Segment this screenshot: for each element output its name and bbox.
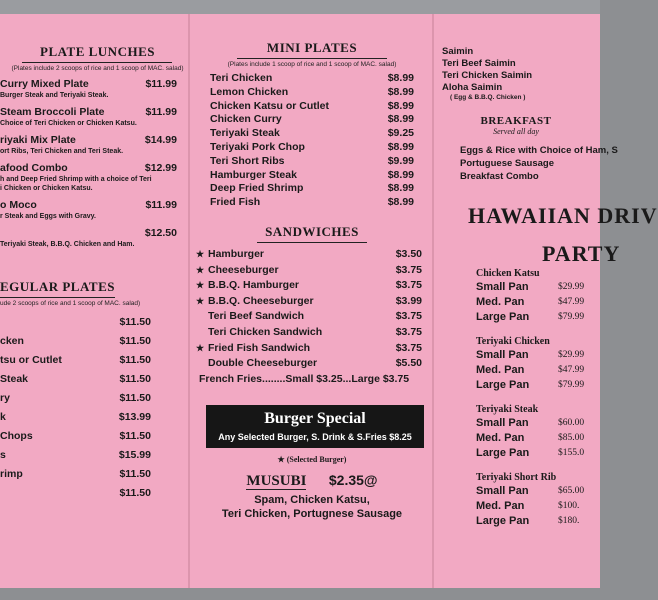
pan-size: Med. Pan bbox=[476, 432, 525, 444]
item-price: $11.99 bbox=[145, 199, 177, 211]
mini-plates-list bbox=[196, 72, 428, 210]
list-item bbox=[0, 227, 177, 240]
item-price: $8.99 bbox=[387, 113, 414, 126]
item-name: Fried Fish Sandwich bbox=[208, 341, 311, 354]
item-name: s bbox=[0, 449, 6, 461]
item-price: $11.50 bbox=[119, 316, 151, 328]
item-name: tsu or Cutlet bbox=[0, 354, 62, 366]
item-name: Teri Short Ribs bbox=[210, 154, 285, 167]
musubi-line2: Teri Chicken, Portugnese Sausage bbox=[221, 507, 403, 520]
list-item bbox=[210, 86, 414, 100]
menu-sheet bbox=[0, 14, 658, 588]
party-size-row bbox=[476, 514, 600, 529]
item-price: $11.50 bbox=[119, 430, 151, 442]
party-size-row bbox=[476, 310, 600, 325]
list-item bbox=[196, 247, 422, 263]
party-size-row bbox=[476, 378, 600, 393]
pan-price: $180. bbox=[558, 516, 580, 526]
party-size-row bbox=[476, 363, 600, 378]
regular-plates-note: ude 2 scoops of rice and 1 scoop of MAC. salad) bbox=[0, 300, 141, 307]
list-item bbox=[196, 341, 422, 357]
list-item bbox=[0, 370, 151, 389]
pan-price: $29.99 bbox=[558, 282, 585, 292]
item-name-wrap bbox=[196, 247, 264, 263]
star-icon: ★ bbox=[196, 342, 205, 353]
list-item bbox=[0, 162, 177, 175]
burger-special-desc: Any Selected Burger, S. Drink & S.Fries $8.25 bbox=[218, 431, 412, 442]
saimin-note: ( Egg & B.B.Q. Chicken ) bbox=[450, 94, 526, 101]
item-name-wrap bbox=[196, 294, 314, 310]
item-name: o Moco bbox=[0, 199, 37, 211]
item-name-wrap bbox=[196, 356, 317, 372]
breakfast-subtitle: Served all day bbox=[493, 127, 539, 136]
mini-plates-note: (Plates include 1 scoop of rice and 1 scoop of MAC. salad) bbox=[227, 61, 397, 68]
item-name: Cheeseburger bbox=[208, 263, 279, 276]
list-item bbox=[0, 332, 151, 351]
musubi-title: MUSUBI bbox=[246, 472, 307, 489]
item-price: $11.50 bbox=[119, 354, 151, 366]
burger-special-box bbox=[206, 405, 424, 448]
item-name: cken bbox=[0, 335, 24, 347]
pan-size: Large Pan bbox=[476, 515, 530, 527]
item-name: k bbox=[0, 411, 6, 423]
pan-size: Med. Pan bbox=[476, 364, 525, 376]
item-price: $3.99 bbox=[395, 294, 422, 307]
item-description: r Steak and Eggs with Gravy. bbox=[0, 213, 96, 220]
list-item bbox=[0, 351, 151, 370]
item-name: Hamburger Steak bbox=[210, 168, 297, 181]
list-item bbox=[210, 100, 414, 114]
item-price: $3.75 bbox=[395, 325, 422, 338]
pan-price: $29.99 bbox=[558, 350, 585, 360]
item-price: $3.75 bbox=[395, 341, 422, 354]
fold-line-left bbox=[188, 14, 190, 588]
divider bbox=[257, 242, 367, 243]
item-name: Chicken Katsu or Cutlet bbox=[210, 99, 330, 112]
item-price: $15.99 bbox=[118, 449, 151, 461]
breakfast-item: Eggs & Rice with Choice of Ham, S bbox=[460, 145, 618, 156]
item-price: $3.75 bbox=[395, 263, 422, 276]
party-title: PARTY bbox=[542, 241, 621, 266]
list-item bbox=[196, 263, 422, 279]
party-size-row bbox=[476, 280, 600, 295]
item-name: Curry Mixed Plate bbox=[0, 78, 89, 90]
party-size-row bbox=[476, 431, 600, 446]
list-item bbox=[210, 113, 414, 127]
divider bbox=[22, 62, 172, 63]
item-price: $11.50 bbox=[119, 335, 151, 347]
regular-plates-list bbox=[0, 313, 185, 503]
breakfast-list bbox=[460, 144, 618, 183]
pan-price: $79.99 bbox=[558, 312, 585, 322]
list-item bbox=[210, 155, 414, 169]
pan-size: Large Pan bbox=[476, 311, 530, 323]
list-item bbox=[196, 325, 422, 341]
item-name: Teri Beef Sandwich bbox=[208, 310, 305, 323]
star-icon: ★ bbox=[196, 248, 205, 259]
list-item bbox=[0, 313, 151, 332]
item-name-wrap bbox=[196, 278, 299, 294]
party-size-row bbox=[476, 295, 600, 310]
item-name-wrap bbox=[196, 309, 304, 325]
item-name: Fried Fish bbox=[210, 196, 261, 209]
list-item bbox=[210, 127, 414, 141]
pan-size: Small Pan bbox=[476, 349, 529, 361]
burger-special-title: Burger Special bbox=[264, 409, 366, 427]
item-price: $11.50 bbox=[119, 392, 151, 404]
pan-size: Med. Pan bbox=[476, 500, 525, 512]
breakfast-title: BREAKFAST bbox=[480, 115, 552, 127]
list-item bbox=[210, 169, 414, 183]
item-price: $8.99 bbox=[387, 168, 414, 181]
item-name: Teriyaki Steak bbox=[210, 127, 280, 140]
item-name: Steam Broccoli Plate bbox=[0, 106, 105, 118]
list-item bbox=[0, 408, 151, 427]
party-group-title: Teriyaki Chicken bbox=[476, 336, 550, 347]
party-group bbox=[476, 403, 600, 461]
item-name-wrap bbox=[196, 263, 279, 279]
party-group bbox=[476, 267, 600, 325]
party-size-row bbox=[476, 348, 600, 363]
list-item bbox=[210, 141, 414, 155]
item-name: B.B.Q. Hamburger bbox=[208, 279, 300, 292]
list-item bbox=[0, 427, 151, 446]
divider bbox=[237, 58, 387, 59]
item-name: Chops bbox=[0, 430, 33, 442]
pan-size: Small Pan bbox=[476, 485, 529, 497]
party-group-title: Teriyaki Short Rib bbox=[476, 472, 557, 483]
party-size-row bbox=[476, 484, 600, 499]
item-price: $3.75 bbox=[395, 310, 422, 323]
pan-price: $79.99 bbox=[558, 380, 585, 390]
item-price: $8.99 bbox=[387, 72, 414, 84]
left-column bbox=[0, 14, 185, 503]
item-name: rimp bbox=[0, 468, 23, 480]
saimin-item: Aloha Saimin bbox=[442, 82, 503, 93]
item-price: $14.99 bbox=[144, 134, 177, 146]
item-price: $9.99 bbox=[387, 154, 414, 167]
breakfast-item: Portuguese Sausage bbox=[460, 158, 554, 169]
pan-size: Small Pan bbox=[476, 417, 529, 429]
item-price: $3.75 bbox=[395, 279, 422, 292]
sandwiches-list bbox=[196, 247, 428, 372]
item-price: $3.50 bbox=[395, 247, 422, 260]
pan-price: $85.00 bbox=[558, 433, 585, 443]
pan-price: $100. bbox=[558, 501, 580, 511]
list-item bbox=[196, 278, 422, 294]
sandwiches-title: SANDWICHES bbox=[265, 223, 359, 239]
star-icon: ★ bbox=[196, 280, 205, 291]
list-item bbox=[0, 465, 151, 484]
plate-lunches-note: (Plates include 2 scoops of rice and 1 scoop of MAC. salad) bbox=[11, 65, 184, 72]
list-item bbox=[0, 106, 177, 119]
list-item bbox=[210, 72, 414, 86]
item-price: $8.99 bbox=[387, 85, 414, 98]
party-size-row bbox=[476, 446, 600, 461]
item-price: $11.99 bbox=[145, 78, 177, 90]
item-price: $8.99 bbox=[387, 182, 414, 195]
item-description: Teriyaki Steak, B.B.Q. Chicken and Ham. bbox=[0, 241, 135, 248]
pan-price: $60.00 bbox=[558, 418, 585, 428]
item-price: $8.99 bbox=[387, 140, 414, 153]
item-name: Double Cheeseburger bbox=[208, 357, 318, 370]
list-item bbox=[0, 199, 177, 212]
saimin-list bbox=[442, 46, 600, 94]
pan-size: Small Pan bbox=[476, 281, 529, 293]
item-description: h and Deep Fried Shrimp with a choice of Teri i Chicken or Chicken Katsu. bbox=[0, 176, 152, 192]
item-description: Burger Steak and Teriyaki Steak. bbox=[0, 92, 109, 99]
hawaiian-title: HAWAIIAN DRIV bbox=[468, 203, 658, 228]
french-fries-label: French Fries........Small $3.25...Large $3.75 bbox=[199, 372, 410, 385]
musubi-line1: Spam, Chicken Katsu, bbox=[254, 493, 370, 506]
item-price: $13.99 bbox=[118, 411, 151, 423]
regular-plates-title: EGULAR PLATES bbox=[0, 279, 115, 294]
pan-size: Large Pan bbox=[476, 447, 530, 459]
pan-price: $155.0 bbox=[558, 448, 585, 458]
list-item bbox=[0, 446, 151, 465]
list-item bbox=[196, 309, 422, 325]
pan-size: Large Pan bbox=[476, 379, 530, 391]
list-item bbox=[0, 78, 177, 91]
list-item bbox=[0, 389, 151, 408]
item-price: $5.50 bbox=[395, 357, 422, 370]
item-price: $11.50 bbox=[119, 487, 151, 499]
pan-price: $65.00 bbox=[558, 486, 585, 496]
item-name: Deep Fried Shrimp bbox=[210, 182, 304, 195]
party-group bbox=[476, 335, 600, 393]
item-name: Chicken Curry bbox=[210, 113, 282, 126]
musubi-price: $2.35@ bbox=[328, 471, 378, 488]
item-name: Lemon Chicken bbox=[210, 85, 289, 98]
party-group-title: Chicken Katsu bbox=[476, 268, 540, 279]
item-price: $12.99 bbox=[144, 162, 177, 174]
item-name: Hamburger bbox=[208, 247, 265, 260]
item-name-wrap bbox=[196, 325, 322, 341]
item-price: $9.25 bbox=[387, 127, 414, 140]
saimin-item: Teri Beef Saimin bbox=[442, 58, 516, 69]
item-price: $8.99 bbox=[387, 196, 414, 209]
item-price: $12.50 bbox=[144, 227, 177, 239]
item-price: $8.99 bbox=[387, 99, 414, 112]
item-price: $11.50 bbox=[119, 468, 151, 480]
party-size-row bbox=[476, 416, 600, 431]
right-column bbox=[442, 14, 658, 529]
list-item bbox=[0, 484, 151, 503]
selected-burger-footnote: ★ (Selected Burger) bbox=[277, 454, 347, 464]
star-icon: ★ bbox=[196, 264, 205, 275]
item-description: Choice of Teri Chicken or Chicken Katsu. bbox=[0, 120, 137, 127]
plate-lunches-list bbox=[0, 78, 185, 249]
saimin-item: Saimin bbox=[442, 46, 474, 57]
item-name: ry bbox=[0, 392, 10, 404]
item-name: Teri Chicken bbox=[210, 72, 273, 84]
item-name: riyaki Mix Plate bbox=[0, 134, 76, 146]
item-name-wrap bbox=[196, 341, 310, 357]
item-name: B.B.Q. Cheeseburger bbox=[208, 294, 314, 307]
item-price: $11.99 bbox=[145, 106, 177, 118]
list-item bbox=[196, 294, 422, 310]
item-price: $11.50 bbox=[119, 373, 151, 385]
breakfast-item: Breakfast Combo bbox=[460, 171, 539, 182]
list-item bbox=[0, 134, 177, 147]
party-group bbox=[476, 471, 600, 529]
list-item bbox=[196, 356, 422, 372]
party-groups bbox=[476, 267, 600, 529]
musubi-section bbox=[196, 472, 428, 520]
list-item bbox=[210, 182, 414, 196]
item-name: Teri Chicken Sandwich bbox=[208, 325, 323, 338]
item-name: afood Combo bbox=[0, 162, 68, 174]
party-size-row bbox=[476, 499, 600, 514]
party-group-title: Teriyaki Steak bbox=[476, 404, 539, 415]
item-name: Steak bbox=[0, 373, 29, 385]
french-fries-row bbox=[196, 372, 428, 387]
star-icon: ★ bbox=[196, 295, 205, 306]
list-item bbox=[210, 196, 414, 210]
item-name: Teriyaki Pork Chop bbox=[210, 140, 305, 153]
plate-lunches-title: PLATE LUNCHES bbox=[40, 44, 155, 59]
saimin-item: Teri Chicken Saimin bbox=[442, 70, 533, 81]
middle-column bbox=[196, 14, 428, 520]
item-description: ort Ribs, Teri Chicken and Teri Steak. bbox=[0, 148, 124, 155]
fold-line-right bbox=[432, 14, 434, 588]
pan-price: $47.99 bbox=[558, 297, 585, 307]
divider bbox=[0, 297, 115, 298]
mini-plates-title: MINI PLATES bbox=[266, 40, 358, 55]
pan-price: $47.99 bbox=[558, 365, 585, 375]
pan-size: Med. Pan bbox=[476, 296, 525, 308]
